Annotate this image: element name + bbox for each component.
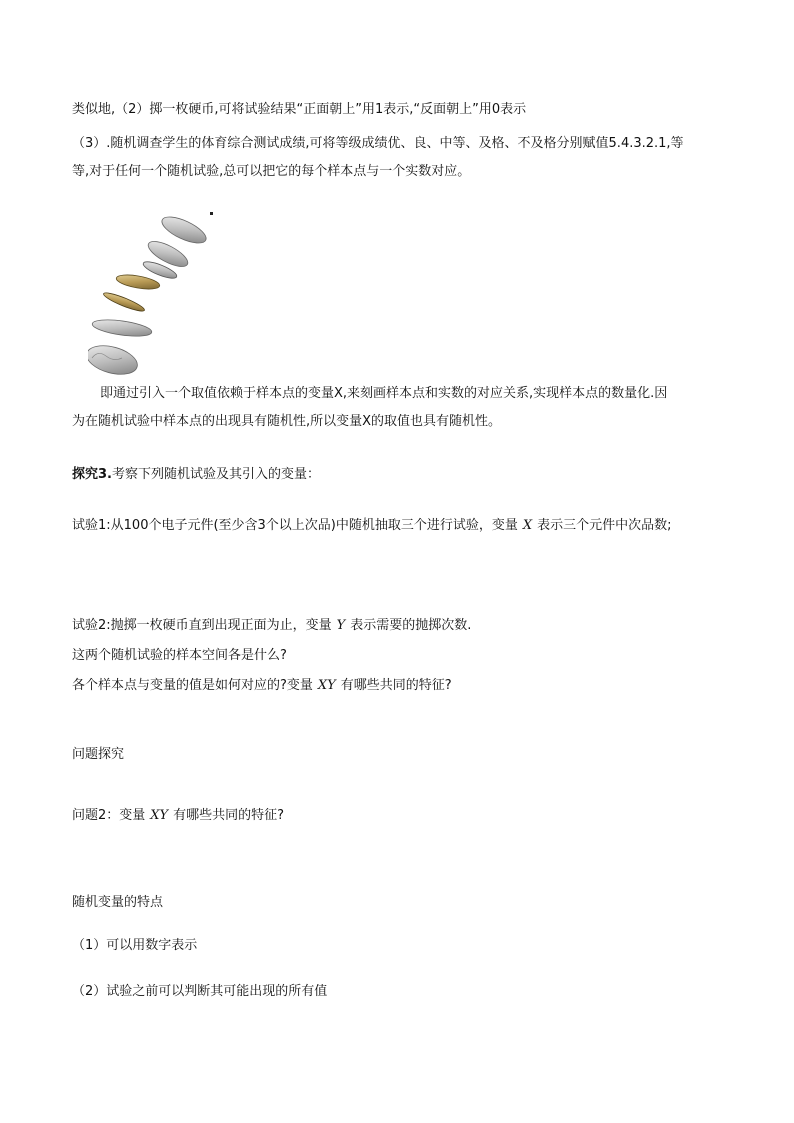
feature-item: （1）可以用数字表示 [72, 938, 198, 953]
feature-item: （2）试验之前可以判断其可能出现的所有值 [72, 984, 328, 999]
problem-2-prefix: 问题2：变量 [72, 808, 146, 823]
problem-2 [72, 806, 284, 826]
trial-1-prefix: 试验1:从100个电子元件(至少含3个以上次品)中随机抽取三个进行试验，变量 [72, 518, 518, 533]
trial-2 [72, 616, 471, 636]
trial-2-prefix: 试验2:抛掷一枚硬币直到出现正面为止，变量 [72, 618, 332, 633]
variable-xy: XY [150, 808, 169, 823]
section-problem-explore: 问题探究 [72, 747, 125, 762]
trial-2-suffix: 表示需要的抛掷次数. [350, 618, 472, 633]
paragraph-grade-mapping-line1: （3）.随机调查学生的体育综合测试成绩,可将等级成绩优、良、中等、及格、不及格分别赋值5.4.3.2.1,等 [72, 136, 684, 151]
falling-coins-image [88, 210, 218, 376]
problem-2-suffix: 有哪些共同的特征? [173, 808, 285, 823]
paragraph-coin-mapping: 类似地,（2）掷一枚硬币,可将试验结果“正面朝上”用1表示,“反面朝上”用0表示 [72, 102, 527, 117]
explore-heading [72, 465, 320, 485]
paragraph-grade-mapping-line2: 等,对于任何一个随机试验,总可以把它的每个样本点与一个实数对应。 [72, 164, 471, 179]
explore-label: 探究3. [72, 467, 112, 482]
question-correspondence [72, 676, 452, 696]
trial-1 [72, 516, 672, 536]
features-title: 随机变量的特点 [72, 895, 164, 910]
paragraph-variable-intro-line2: 为在随机试验中样本点的出现具有随机性,所以变量X的取值也具有随机性。 [72, 414, 502, 429]
variable-x: X [522, 518, 533, 533]
question-correspondence-suffix: 有哪些共同的特征? [340, 678, 452, 693]
explore-text: 考察下列随机试验及其引入的变量： [111, 467, 320, 482]
variable-y: Y [336, 618, 346, 633]
variable-xy: XY [317, 678, 336, 693]
paragraph-variable-intro-line1: 即通过引入一个取值依赖于样本点的变量X,来刻画样本点和实数的对应关系,实现样本点的数量化.因 [100, 386, 668, 401]
question-sample-space: 这两个随机试验的样本空间各是什么? [72, 648, 287, 663]
trial-1-suffix: 表示三个元件中次品数; [537, 518, 672, 533]
question-correspondence-prefix: 各个样本点与变量的值是如何对应的?变量 [72, 678, 313, 693]
